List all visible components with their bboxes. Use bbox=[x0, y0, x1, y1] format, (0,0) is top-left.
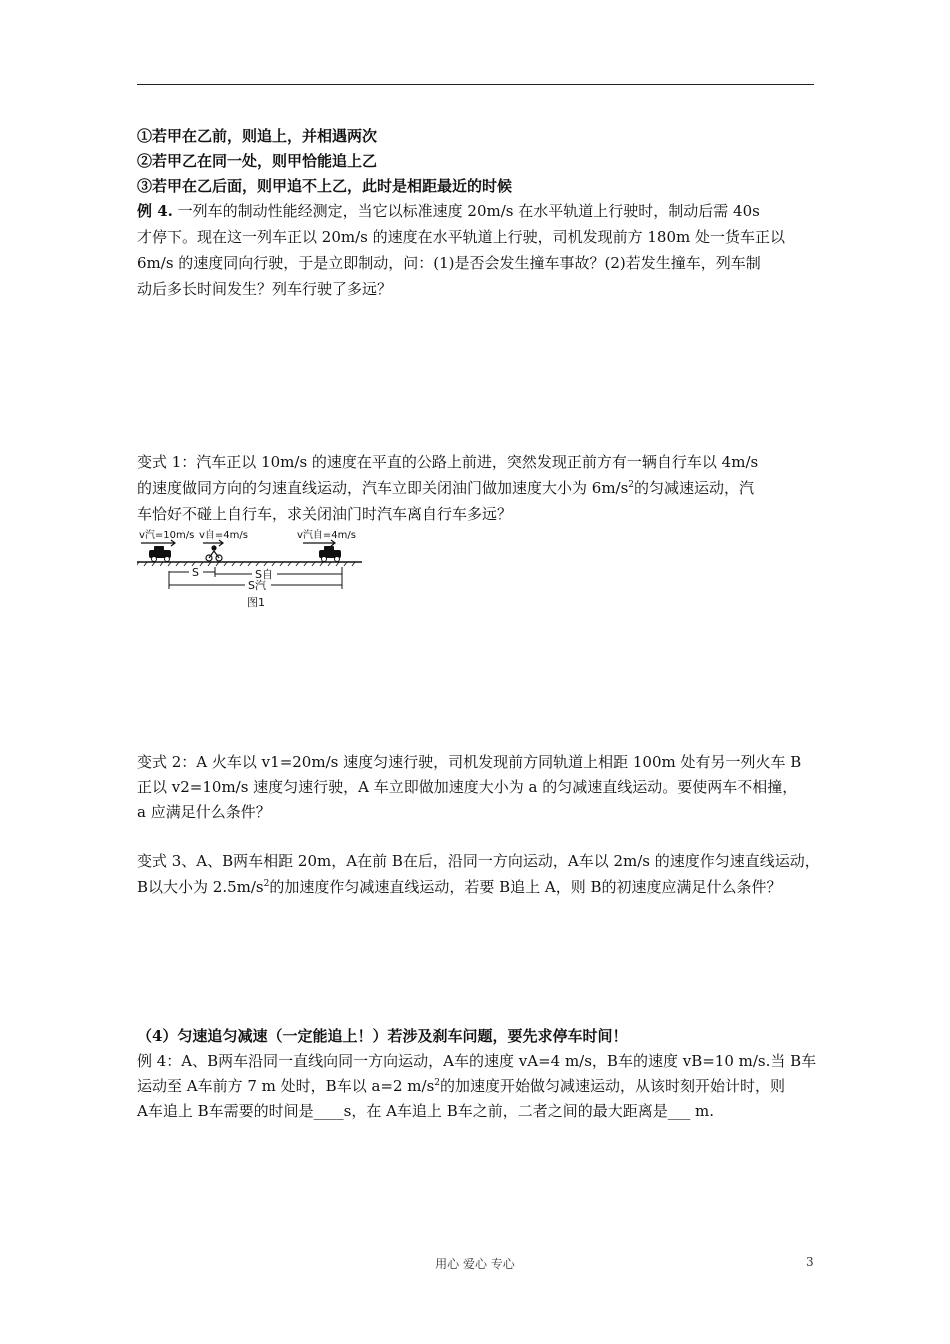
bike-velocity-label: v自=4m/s bbox=[199, 530, 248, 541]
variant1-line-1: 变式 1：汽车正以 10m/s 的速度在平直的公路上前进，突然发现正前方有一辆自行车以 4m/s bbox=[137, 453, 759, 471]
bike-icon bbox=[206, 546, 222, 561]
page-number: 3 bbox=[806, 1255, 814, 1269]
section4-line-1: 例 4：A、B两车沿同一直线向同一方向运动，A车的速度 vA=4 m/s，B车的速度 vB=10 m/s.当 B车 bbox=[137, 1052, 817, 1070]
dim-s-label: S bbox=[192, 566, 199, 579]
variant3-line-1: 变式 3、A、B两车相距 20m，A在前 B在后，沿同一方向运动，A车以 2m/s 的速度作匀速直线运动， bbox=[137, 852, 820, 870]
variant2-line-1: 变式 2：A 火车以 v1=20m/s 速度匀速行驶，司机发现前方同轨道上相距 100m 处有另一列火车 B bbox=[137, 753, 802, 771]
section4-heading: （4）匀速追匀减速（一定能追上！）若涉及刹车问题，要先求停车时间！ bbox=[137, 1027, 628, 1045]
variant3-line-2: B以大小为 $2.5m/s^2$的加速度作匀减速直线运动，若要 B追上 A，则 B的初速度应满足什么条件？ bbox=[137, 878, 782, 896]
bullet-2: ②若甲乙在同一处，则甲恰能追上乙 bbox=[137, 152, 378, 170]
page-footer: 用心 爱心 专心 bbox=[435, 1257, 515, 1271]
example4-line-1 bbox=[137, 202, 760, 220]
car-velocity-label: v汽=10m/s bbox=[139, 530, 195, 541]
example4-label: 例 4. bbox=[137, 202, 173, 220]
example4-line-2: 才停下。现在这一列车正以 20m/s 的速度在水平轨道上行驶，司机发现前方 180m 处一货车正以 bbox=[137, 228, 785, 246]
variant1-line-2: 的速度做同方向的匀速直线运动，汽车立即关闭油门做加速度大小为 $6m/s^2$的匀减速运动，汽 bbox=[137, 479, 755, 497]
car-after-icon bbox=[319, 546, 341, 562]
car-after-velocity-label: v汽自=4m/s bbox=[297, 530, 356, 541]
car-icon bbox=[149, 546, 171, 562]
bullet-1: ①若甲在乙前，则追上，并相遇两次 bbox=[137, 127, 378, 145]
figure-caption: 图1 bbox=[247, 596, 265, 609]
example4-text-1: 一列车的制动性能经测定，当它以标准速度 20m/s 在水平轨道上行驶时，制动后需 40s bbox=[172, 202, 760, 220]
road bbox=[137, 562, 362, 566]
dim-sbike-label: S自 bbox=[255, 568, 273, 581]
motion-diagram bbox=[137, 529, 367, 613]
variant1-line-3: 车恰好不碰上自行车，求关闭油门时汽车离自行车多远？ bbox=[137, 505, 513, 523]
section4-line-2: 运动至 A车前方 7 m 处时，B车以 a=2 $m/s^2$的加速度开始做匀减速运动，从该时刻开始计时，则 bbox=[137, 1077, 786, 1095]
section4-line-3: A车追上 B车需要的时间是____s，在 A车追上 B车之前，二者之间的最大距离是___ m. bbox=[137, 1102, 714, 1120]
example4-line-4: 动后多长时间发生？列车行驶了多远？ bbox=[137, 280, 393, 298]
bullet-3: ③若甲在乙后面，则甲追不上乙，此时是相距最近的时候 bbox=[137, 177, 513, 195]
example4-line-3: 6m/s 的速度同向行驶，于是立即制动，问：(1)是否会发生撞车事故？(2)若发生撞车，列车制 bbox=[137, 254, 761, 272]
header-rule bbox=[137, 84, 814, 85]
variant2-line-2: 正以 v2=10m/s 速度匀速行驶，A 车立即做加速度大小为 a 的匀减速直线运动。要使两车不相撞， bbox=[137, 778, 798, 796]
variant2-line-3: a 应满足什么条件？ bbox=[137, 803, 271, 821]
dim-scar-label: S汽 bbox=[248, 579, 266, 592]
